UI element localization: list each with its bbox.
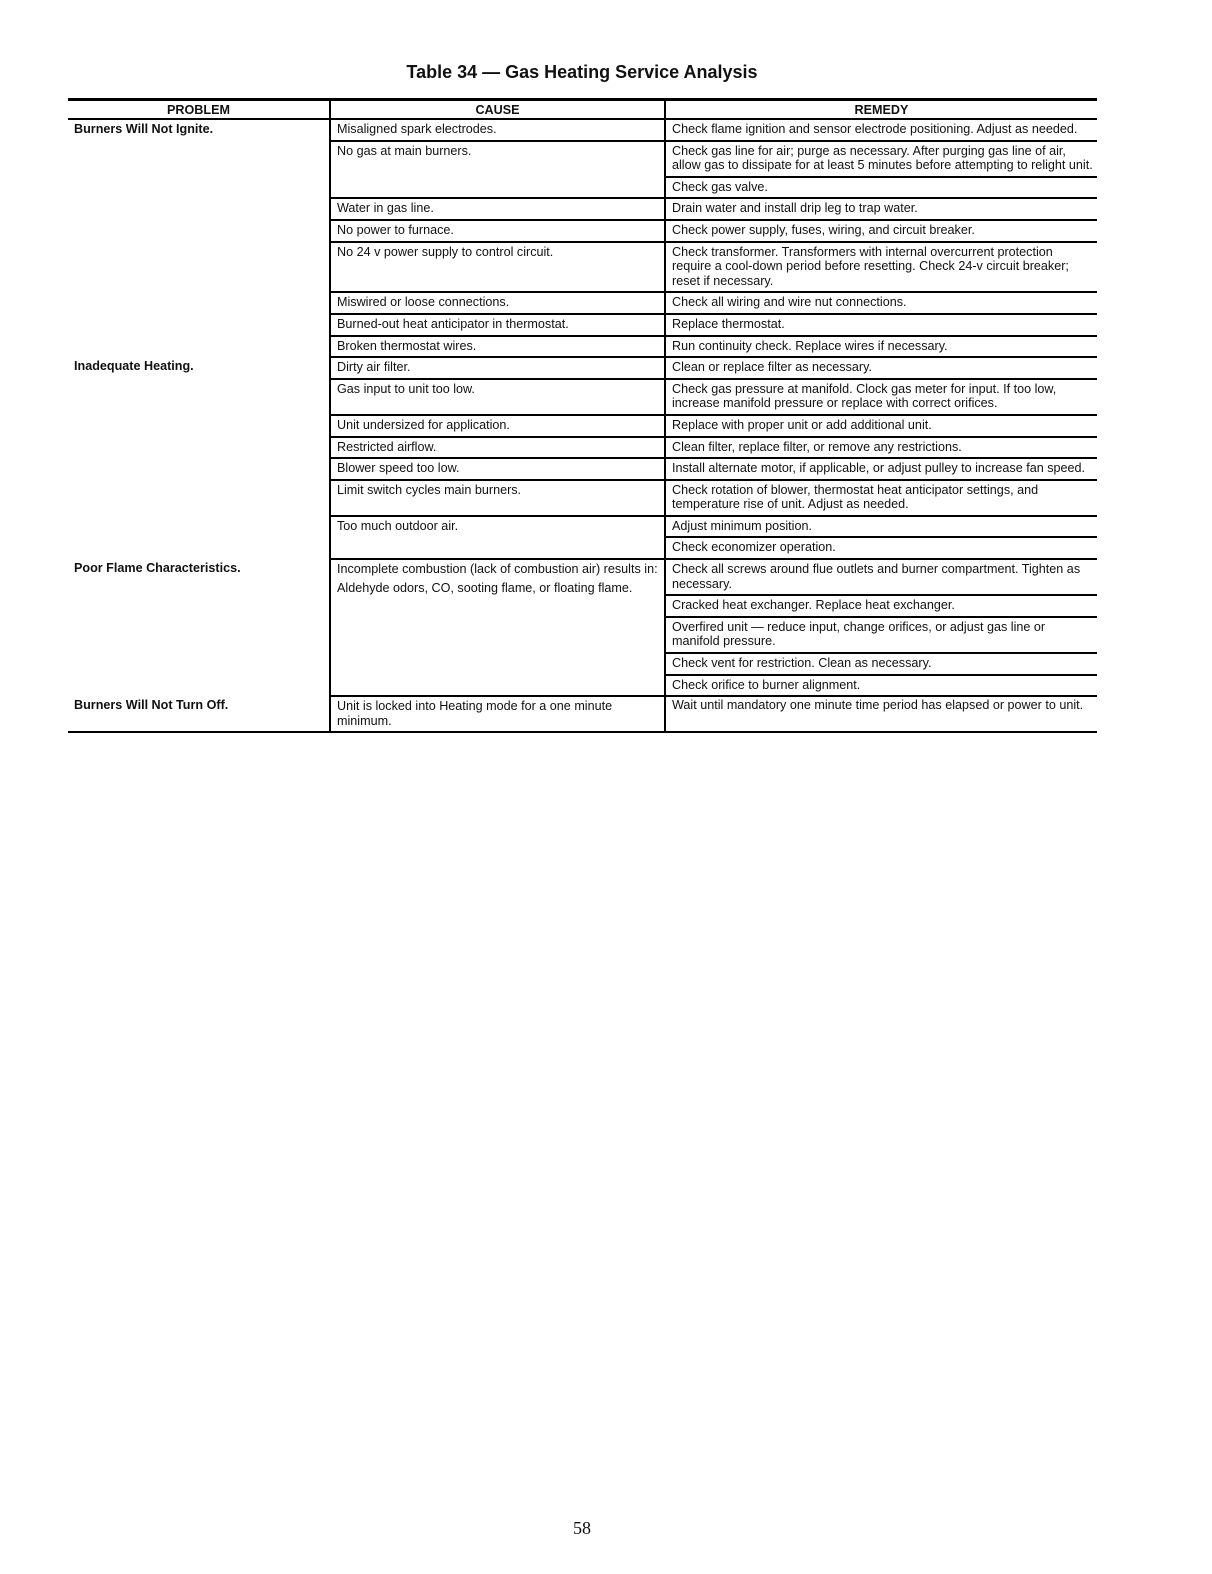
remedy-cell: Clean filter, replace filter, or remove any restrictions. xyxy=(665,437,1097,459)
remedy-cell: Replace with proper unit or add additional unit. xyxy=(665,415,1097,437)
problem-cell: Burners Will Not Ignite. xyxy=(74,122,214,136)
problem-cell: Burners Will Not Turn Off. xyxy=(68,696,330,732)
table-row xyxy=(68,696,1097,732)
table-title: Table 34 — Gas Heating Service Analysis xyxy=(406,62,758,82)
remedy-cell: Check flame ignition and sensor electrode positioning. Adjust as needed. xyxy=(665,119,1097,141)
remedy-cell: Drain water and install drip leg to trap water. xyxy=(665,198,1097,220)
problem-cell: Poor Flame Characteristics. xyxy=(74,561,241,576)
cause-cell: Dirty air filter. xyxy=(330,357,665,379)
column-header-problem: PROBLEM xyxy=(68,100,330,120)
cause-cell: Unit undersized for application. xyxy=(330,415,665,437)
cause-cell: Misaligned spark electrodes. xyxy=(330,119,665,141)
cause-cell: Gas input to unit too low. xyxy=(330,379,665,415)
remedy-cell: Check gas valve. xyxy=(665,177,1097,199)
remedy-cell: Clean or replace filter as necessary. xyxy=(665,357,1097,379)
cause-text: Aldehyde odors, CO, sooting flame, or floating flame. xyxy=(337,580,633,595)
remedy-cell: Cracked heat exchanger. Replace heat exchanger. xyxy=(665,595,1097,617)
cause-cell: Too much outdoor air. xyxy=(330,516,665,559)
cause-cell: Burned-out heat anticipator in thermostat. xyxy=(330,314,665,336)
cause-text: Incomplete combustion (lack of combustion air) results in: xyxy=(337,562,658,577)
problem-cell: Inadequate Heating. xyxy=(74,359,194,374)
remedy-cell: Overfired unit — reduce input, change orifices, or adjust gas line or manifold pressure. xyxy=(665,617,1097,653)
remedy-cell: Check orifice to burner alignment. xyxy=(665,675,1097,697)
remedy-cell: Check vent for restriction. Clean as necessary. xyxy=(665,653,1097,675)
remedy-cell: Check economizer operation. xyxy=(665,537,1097,559)
header-row xyxy=(68,100,1097,120)
cause-cell: Blower speed too low. xyxy=(330,458,665,480)
remedy-cell: Install alternate motor, if applicable, or adjust pulley to increase fan speed. xyxy=(665,458,1097,480)
cause-cell: Unit is locked into Heating mode for a one minute minimum. xyxy=(330,696,665,732)
table-row xyxy=(68,357,1097,379)
cause-cell: Limit switch cycles main burners. xyxy=(330,480,665,516)
column-header-cause: CAUSE xyxy=(330,100,665,120)
remedy-cell: Run continuity check. Replace wires if necessary. xyxy=(665,336,1097,358)
page-number: 58 xyxy=(573,1518,591,1538)
remedy-cell: Check gas line for air; purge as necessary. After purging gas line of air, allow gas to dissipate for at least 5 minutes before attempting to relight unit. xyxy=(665,141,1097,177)
remedy-cell: Check rotation of blower, thermostat heat anticipator settings, and temperature rise of unit. Adjust as needed. xyxy=(665,480,1097,516)
cause-cell: No power to furnace. xyxy=(330,220,665,242)
cause-cell: Restricted airflow. xyxy=(330,437,665,459)
cause-cell: No 24 v power supply to control circuit. xyxy=(330,242,665,293)
remedy-cell: Check all screws around flue outlets and burner compartment. Tighten as necessary. xyxy=(665,559,1097,595)
table-row xyxy=(68,559,1097,595)
remedy-cell: Wait until mandatory one minute time period has elapsed or power to unit. xyxy=(665,696,1097,732)
cause-cell: No gas at main burners. xyxy=(330,141,665,199)
remedy-cell: Adjust minimum position. xyxy=(665,516,1097,538)
cause-cell xyxy=(330,559,665,696)
cause-cell: Broken thermostat wires. xyxy=(330,336,665,358)
column-header-remedy: REMEDY xyxy=(665,100,1097,120)
table-row xyxy=(68,119,1097,141)
cause-cell: Miswired or loose connections. xyxy=(330,292,665,314)
remedy-cell: Check transformer. Transformers with internal overcurrent protection require a cool-down period before resetting. Check 24-v circuit breaker; reset if necessary. xyxy=(665,242,1097,293)
service-analysis-table xyxy=(68,98,1097,733)
remedy-cell: Replace thermostat. xyxy=(665,314,1097,336)
remedy-cell: Check all wiring and wire nut connections. xyxy=(665,292,1097,314)
remedy-cell: Check power supply, fuses, wiring, and circuit breaker. xyxy=(665,220,1097,242)
remedy-cell: Check gas pressure at manifold. Clock gas meter for input. If too low, increase manifold pressure or replace with correct orifices. xyxy=(665,379,1097,415)
cause-cell: Water in gas line. xyxy=(330,198,665,220)
